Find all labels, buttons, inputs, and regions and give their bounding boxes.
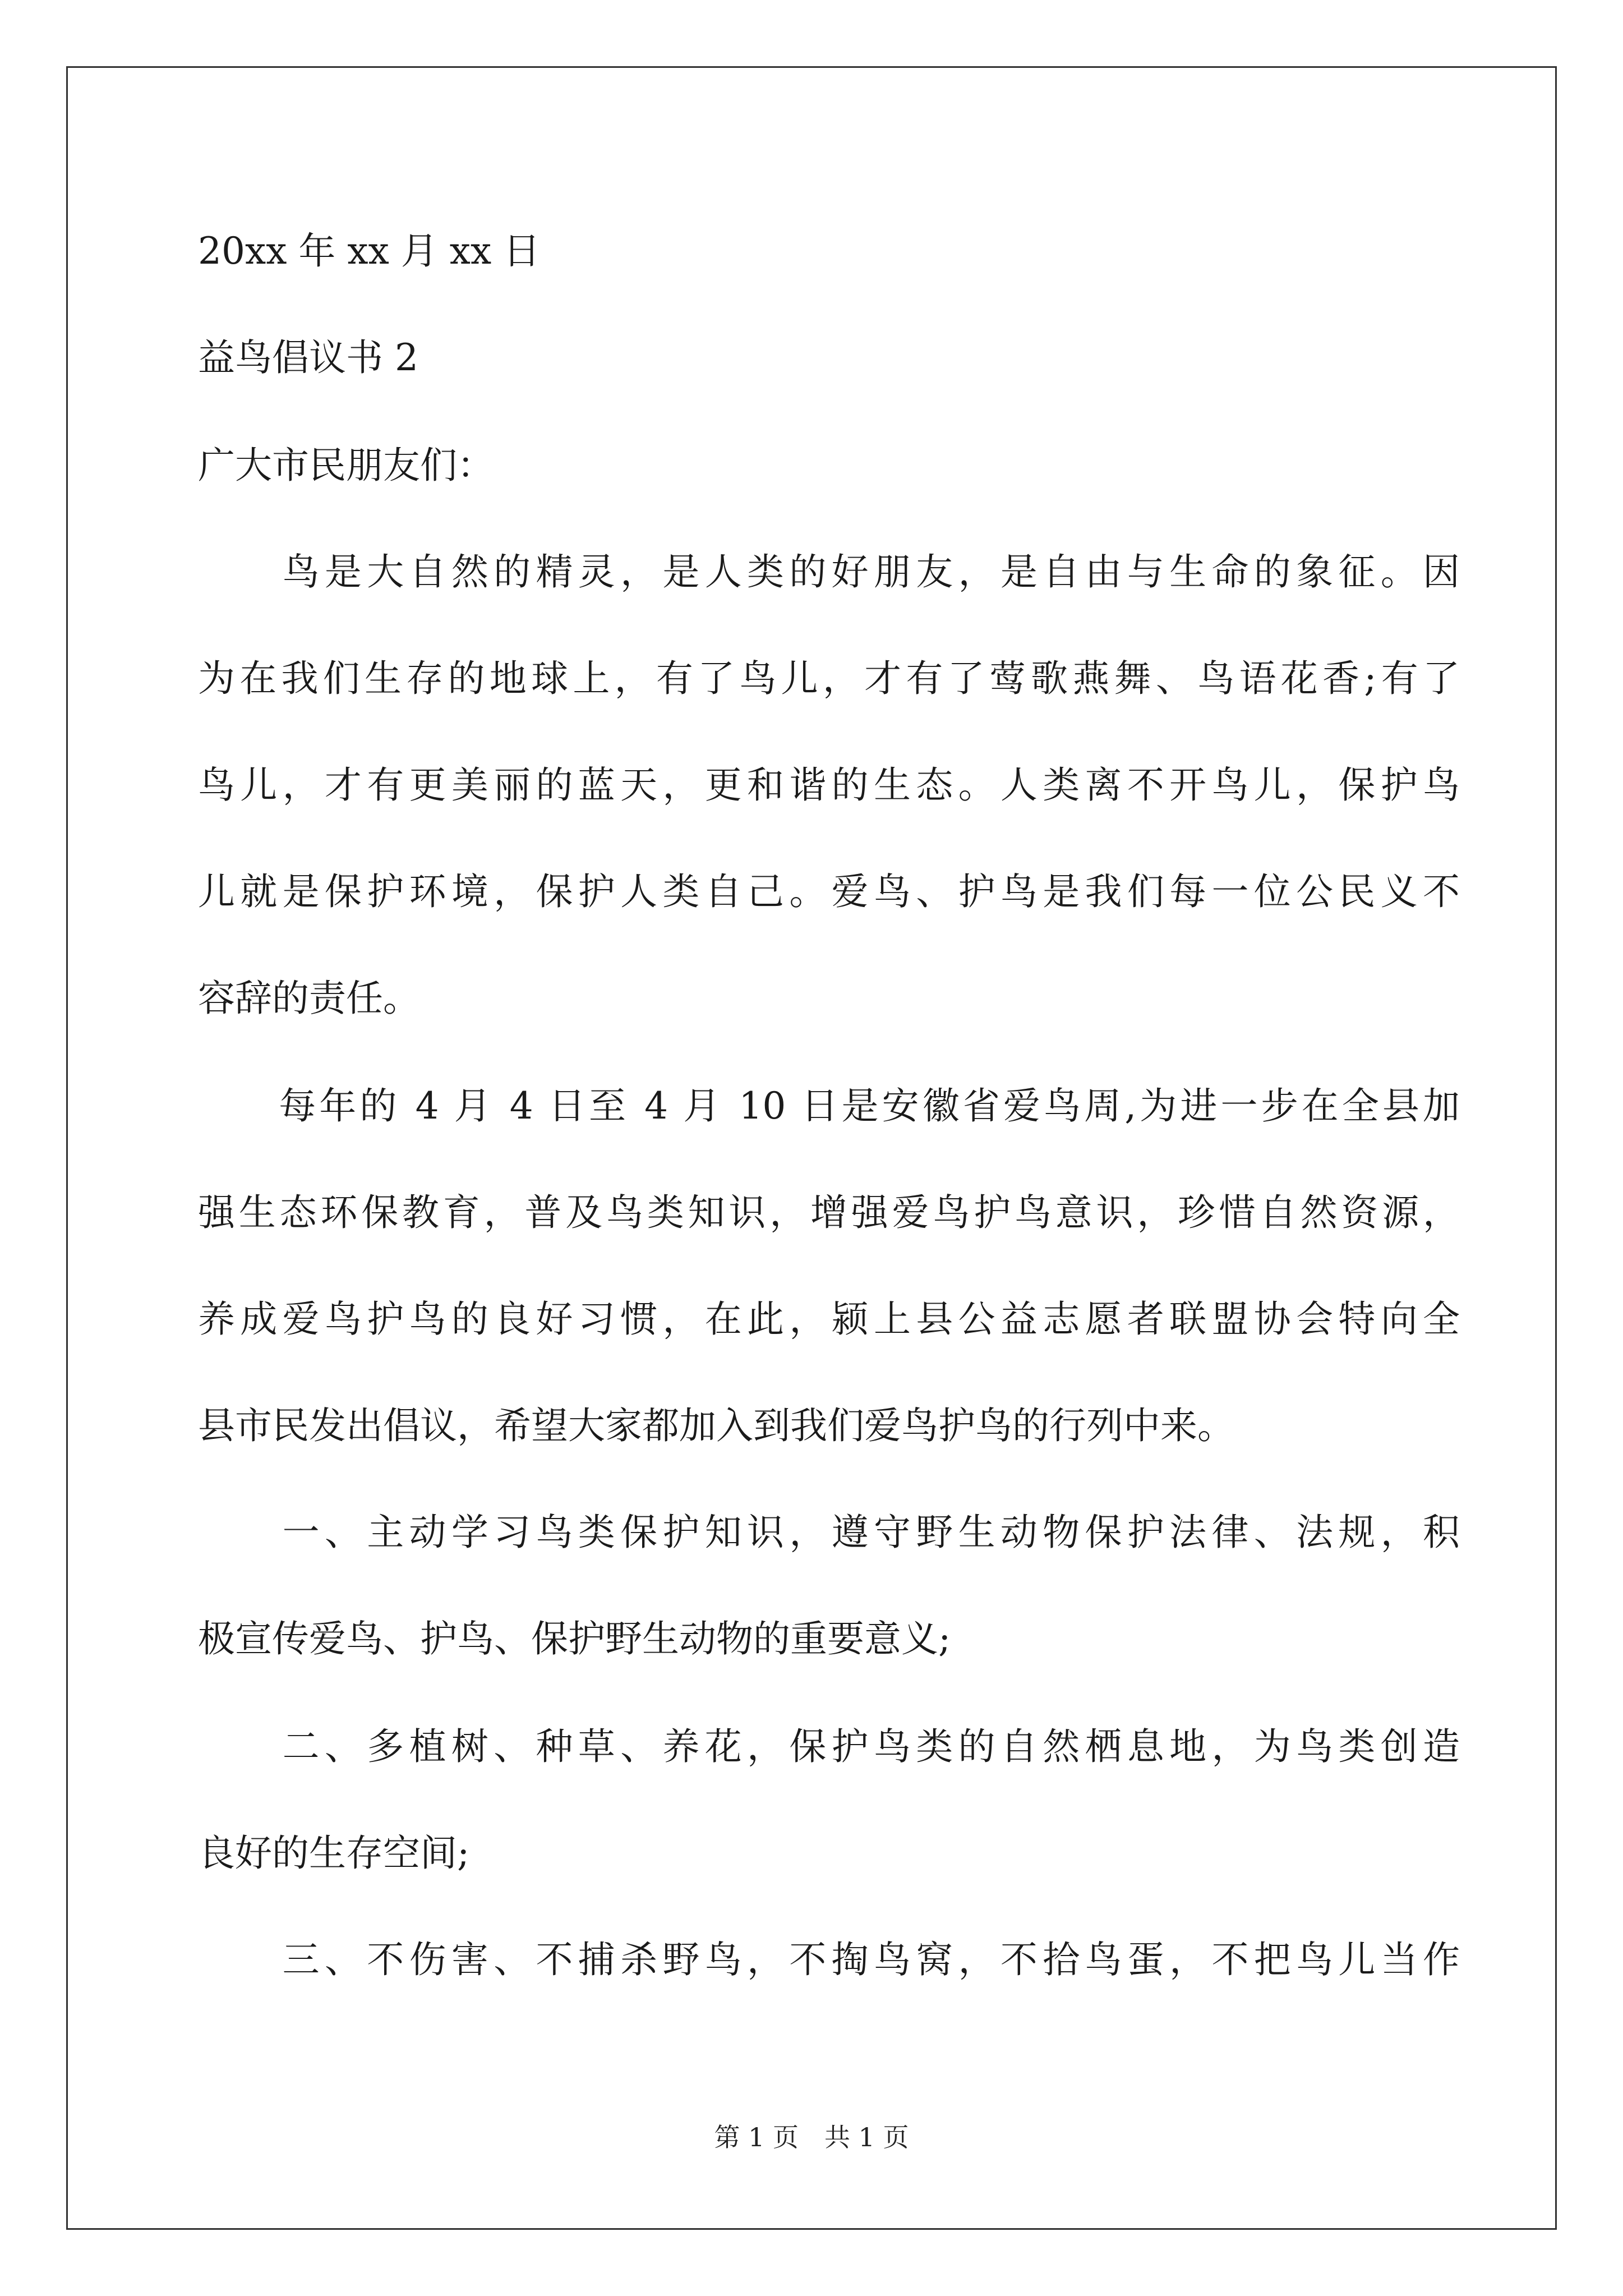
paragraph-line: 极宣传爱鸟、护鸟、保护野生动物的重要意义; — [198, 1617, 951, 1660]
paragraph-line: 二、多植树、种草、养花，保护鸟类的自然栖息地，为鸟类创造 — [198, 1725, 1460, 1768]
paragraph-line: 强生态环保教育，普及鸟类知识，增强爱鸟护鸟意识，珍惜自然资源， — [198, 1191, 1460, 1234]
paragraph-line: 为在我们生存的地球上，有了鸟儿，才有了莺歌燕舞、鸟语花香;有了 — [198, 657, 1460, 700]
paragraph-line: 一、主动学习鸟类保护知识，遵守野生动物保护法律、法规，积 — [198, 1511, 1460, 1554]
paragraph-line: 养成爱鸟护鸟的良好习惯，在此，颍上县公益志愿者联盟协会特向全 — [198, 1297, 1460, 1341]
paragraph-line: 良好的生存空间; — [198, 1832, 470, 1875]
paragraph-line: 儿就是保护环境，保护人类自己。爱鸟、护鸟是我们每一位公民义不 — [198, 870, 1460, 913]
page-border — [66, 66, 1557, 2230]
document-date: 20xx 年 xx 月 xx 日 — [198, 229, 541, 273]
document-title: 益鸟倡议书 2 — [198, 336, 418, 379]
paragraph-line: 三、不伤害、不捕杀野鸟，不掏鸟窝，不拾鸟蛋，不把鸟儿当作 — [198, 1938, 1460, 1981]
paragraph-line: 鸟是大自然的精灵，是人类的好朋友，是自由与生命的象征。因 — [198, 550, 1460, 593]
paragraph-line: 容辞的责任。 — [198, 977, 420, 1020]
salutation: 广大市民朋友们： — [198, 444, 494, 487]
page-footer: 第 1 页 共 1 页 — [714, 2122, 909, 2152]
paragraph-line: 鸟儿，才有更美丽的蓝天，更和谐的生态。人类离不开鸟儿，保护鸟 — [198, 763, 1460, 807]
paragraph-line: 每年的 4 月 4 日至 4 月 10 日是安徽省爱鸟周,为进一步在全县加 — [198, 1084, 1460, 1128]
paragraph-line: 县市民发出倡议，希望大家都加入到我们爱鸟护鸟的行列中来。 — [198, 1404, 1234, 1447]
